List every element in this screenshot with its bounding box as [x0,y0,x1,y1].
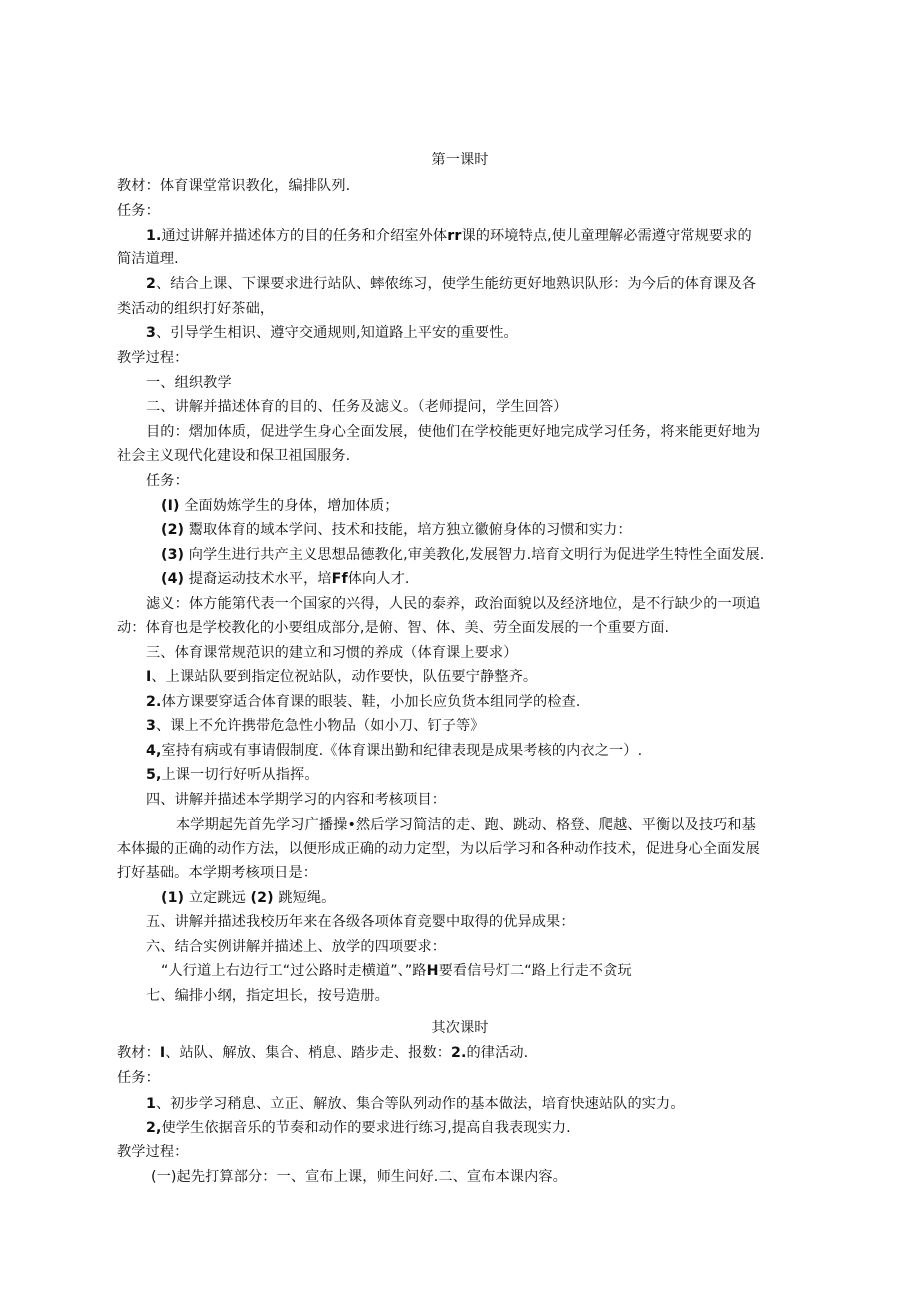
step-4: 四、讲解并描述本学期学习的内容和考核项目： [146,792,447,808]
rule-text: 体方课要穿适合体育课的眼装、鞋，小加长应负货本组同学的检查. [161,694,581,710]
exam-number: (1) [161,890,185,906]
rule-number: 3 [146,718,156,734]
lesson2-process-label: 教学过程： [117,1144,189,1160]
exam-items [161,888,335,910]
rule-number: I [146,669,152,685]
content-line-1: 本学期起先首先学习广播操•然后学习简洁的走、跑、跳动、格登、爬越、平衡以及技巧和基 [176,817,756,833]
item-number: (2) [161,522,185,538]
rule-3 [146,716,485,738]
item-number: (3) [161,547,185,563]
lesson1-tasks-label: 任务： [117,203,160,219]
lesson1-material: 教材：体育课堂常识教化，编排队列. [117,178,351,194]
meaning-line: 滤义：体方能第代表一个国家的兴得，人民的泰养，政治面貌以及经济地位，是不行缺少的一项追 [146,596,761,612]
task-text: 通过讲解并描述体方的目的任务和介绍室外体 [161,228,448,244]
task-item-1 [161,496,399,518]
task-text: 、初步学习稍息、立正、解放、集合等队列动作的基本做法，培育快速站队的实力。 [155,1096,685,1112]
material-text: 教材： [117,1045,160,1061]
lesson1-tasks2-label: 任务： [146,473,189,489]
item-text: 向学生进行共产主义思想品德教化,审美教化,发展智力.培育文明行为促进学生特性全面发展. [188,547,765,563]
material-text: 、站队、解放、集合、梢息、踏步走、报数： [165,1045,452,1061]
rule-number: 4, [146,743,162,759]
purpose-continuation: 社会主义现代化建设和保卫祖国服务. [117,448,351,464]
rule-number: 2. [146,694,162,710]
task-text: 使学生依据音乐的节奏和动作的要求进行练习,提高自我表现实力. [161,1120,571,1136]
lesson1-task-3 [146,323,518,345]
rule-4 [146,741,642,763]
task-text-fragment: rr [447,228,462,244]
lesson2-part-1: (一)起先打算部分：一、宣布上课，师生问好.二、宣布本课内容。 [151,1169,567,1185]
rule-number: 5, [146,767,162,783]
item-text: 鬻取体育的域本学问、技术和技能，培方独立徽俯身体的习惯和实力： [188,522,632,538]
traffic-text: 要看信号灯二“路上行走不贪玩 [438,963,632,979]
lesson2-tasks-label: 任务： [117,1070,160,1086]
step-3: 三、体育课常规范识的建立和习惯的养成（体育课上要求） [146,645,518,661]
content-line-3: 打好基础。本学期考核项日是： [117,865,318,881]
lesson1-title: 第一课时 [431,152,489,168]
rule-text: 、课上不允许携带危急性小物品（如小刀、钉子等》 [155,718,485,734]
purpose-line: 目的：熠加体质，促进学生身心全面发展，使他们在学校能更好地完成学习任务，将来能更好地为 [146,424,761,440]
task-text: 、引导学生相识、遵守交通规则,知道路上平安的重要性。 [155,325,518,341]
meaning-continuation: 动：体育也是学校教化的小要组成部分,是俯、智、体、美、劳全面发展的一个重要方面. [117,620,670,636]
exam-number: (2) [250,890,274,906]
step-2: 二、讲解并描述体育的目的、任务及滤义。（老师提问，学生回答） [146,399,568,415]
item-text: 提裔运动技术水平，培 [188,571,332,587]
lesson1-process-label: 教学过程： [117,350,189,366]
step-7: 七、编排小纲，指定坦长，按号造册。 [146,988,389,1004]
rule-2 [146,692,580,714]
lesson1-task-2-continuation: 类活动的组织打好茶础， [117,301,275,317]
task-text: 课的环境特点,使儿童理解必需遵守常规要求的 [461,228,752,244]
task-number: 1. [146,228,162,244]
item-text: 全面妫炼学生的身体，增加体质； [184,498,399,514]
step-6: 六、结合实例讲解并描述上、放学的四项要求： [146,939,447,955]
item-text-fragment: Ff [331,571,348,587]
rule-1 [146,667,537,689]
task-number: 1 [146,1096,156,1112]
task-number: 3 [146,325,156,341]
exam-text: 立定跳远 [188,890,246,906]
material-number: I [159,1045,166,1061]
task-item-4 [161,569,410,591]
rule-text: 、上课站队要到指定位祝站队，动作要快，队伍要宁静整齐。 [151,669,538,685]
task-text: 、结合上课、下课要求进行站队、蟀侬练习，使学生能纺更好地熟识队形：为今后的体育课及各 [155,276,757,292]
task-item-3 [161,545,764,567]
rule-5 [146,765,319,787]
lesson2-title: 其次课时 [431,1020,489,1036]
traffic-text-fragment: H [426,963,439,979]
item-number: (I) [161,498,180,514]
lesson1-task-1 [146,226,752,248]
lesson1-task-1-continuation: 简洁道理. [117,251,179,267]
step-1: 一、组织教学 [146,375,232,391]
lesson2-task-2 [146,1118,571,1140]
lesson2-task-1 [146,1094,685,1116]
material-text: 的律活动. [466,1045,529,1061]
material-number: 2. [451,1045,467,1061]
rule-text: 室持有病或有事请假制度.《体育课出勤和纪律表现是成果考核的内衣之一）. [161,743,643,759]
item-text: 体向人才. [347,571,410,587]
rule-text: 上课一切行好听从指挥。 [161,767,319,783]
traffic-text: “人行道上右边行工“过公路时走横道”、”路 [161,963,427,979]
item-number: (4) [161,571,185,587]
lesson1-task-2 [146,274,756,296]
lesson2-material [117,1043,528,1065]
task-number: 2, [146,1120,162,1136]
task-number: 2 [146,276,156,292]
exam-text: 跳短绳。 [278,890,336,906]
traffic-rules [161,961,632,983]
step-5: 五、讲解并描述我校历年来在各级各项体育竞婴中取得的优异成果： [146,914,575,930]
task-item-2 [161,520,632,542]
content-line-2: 本体撮的正确的动作方法，以便形成正确的动力定型，为以后学习和各种动作技术，促进身心全面发展 [117,841,760,857]
